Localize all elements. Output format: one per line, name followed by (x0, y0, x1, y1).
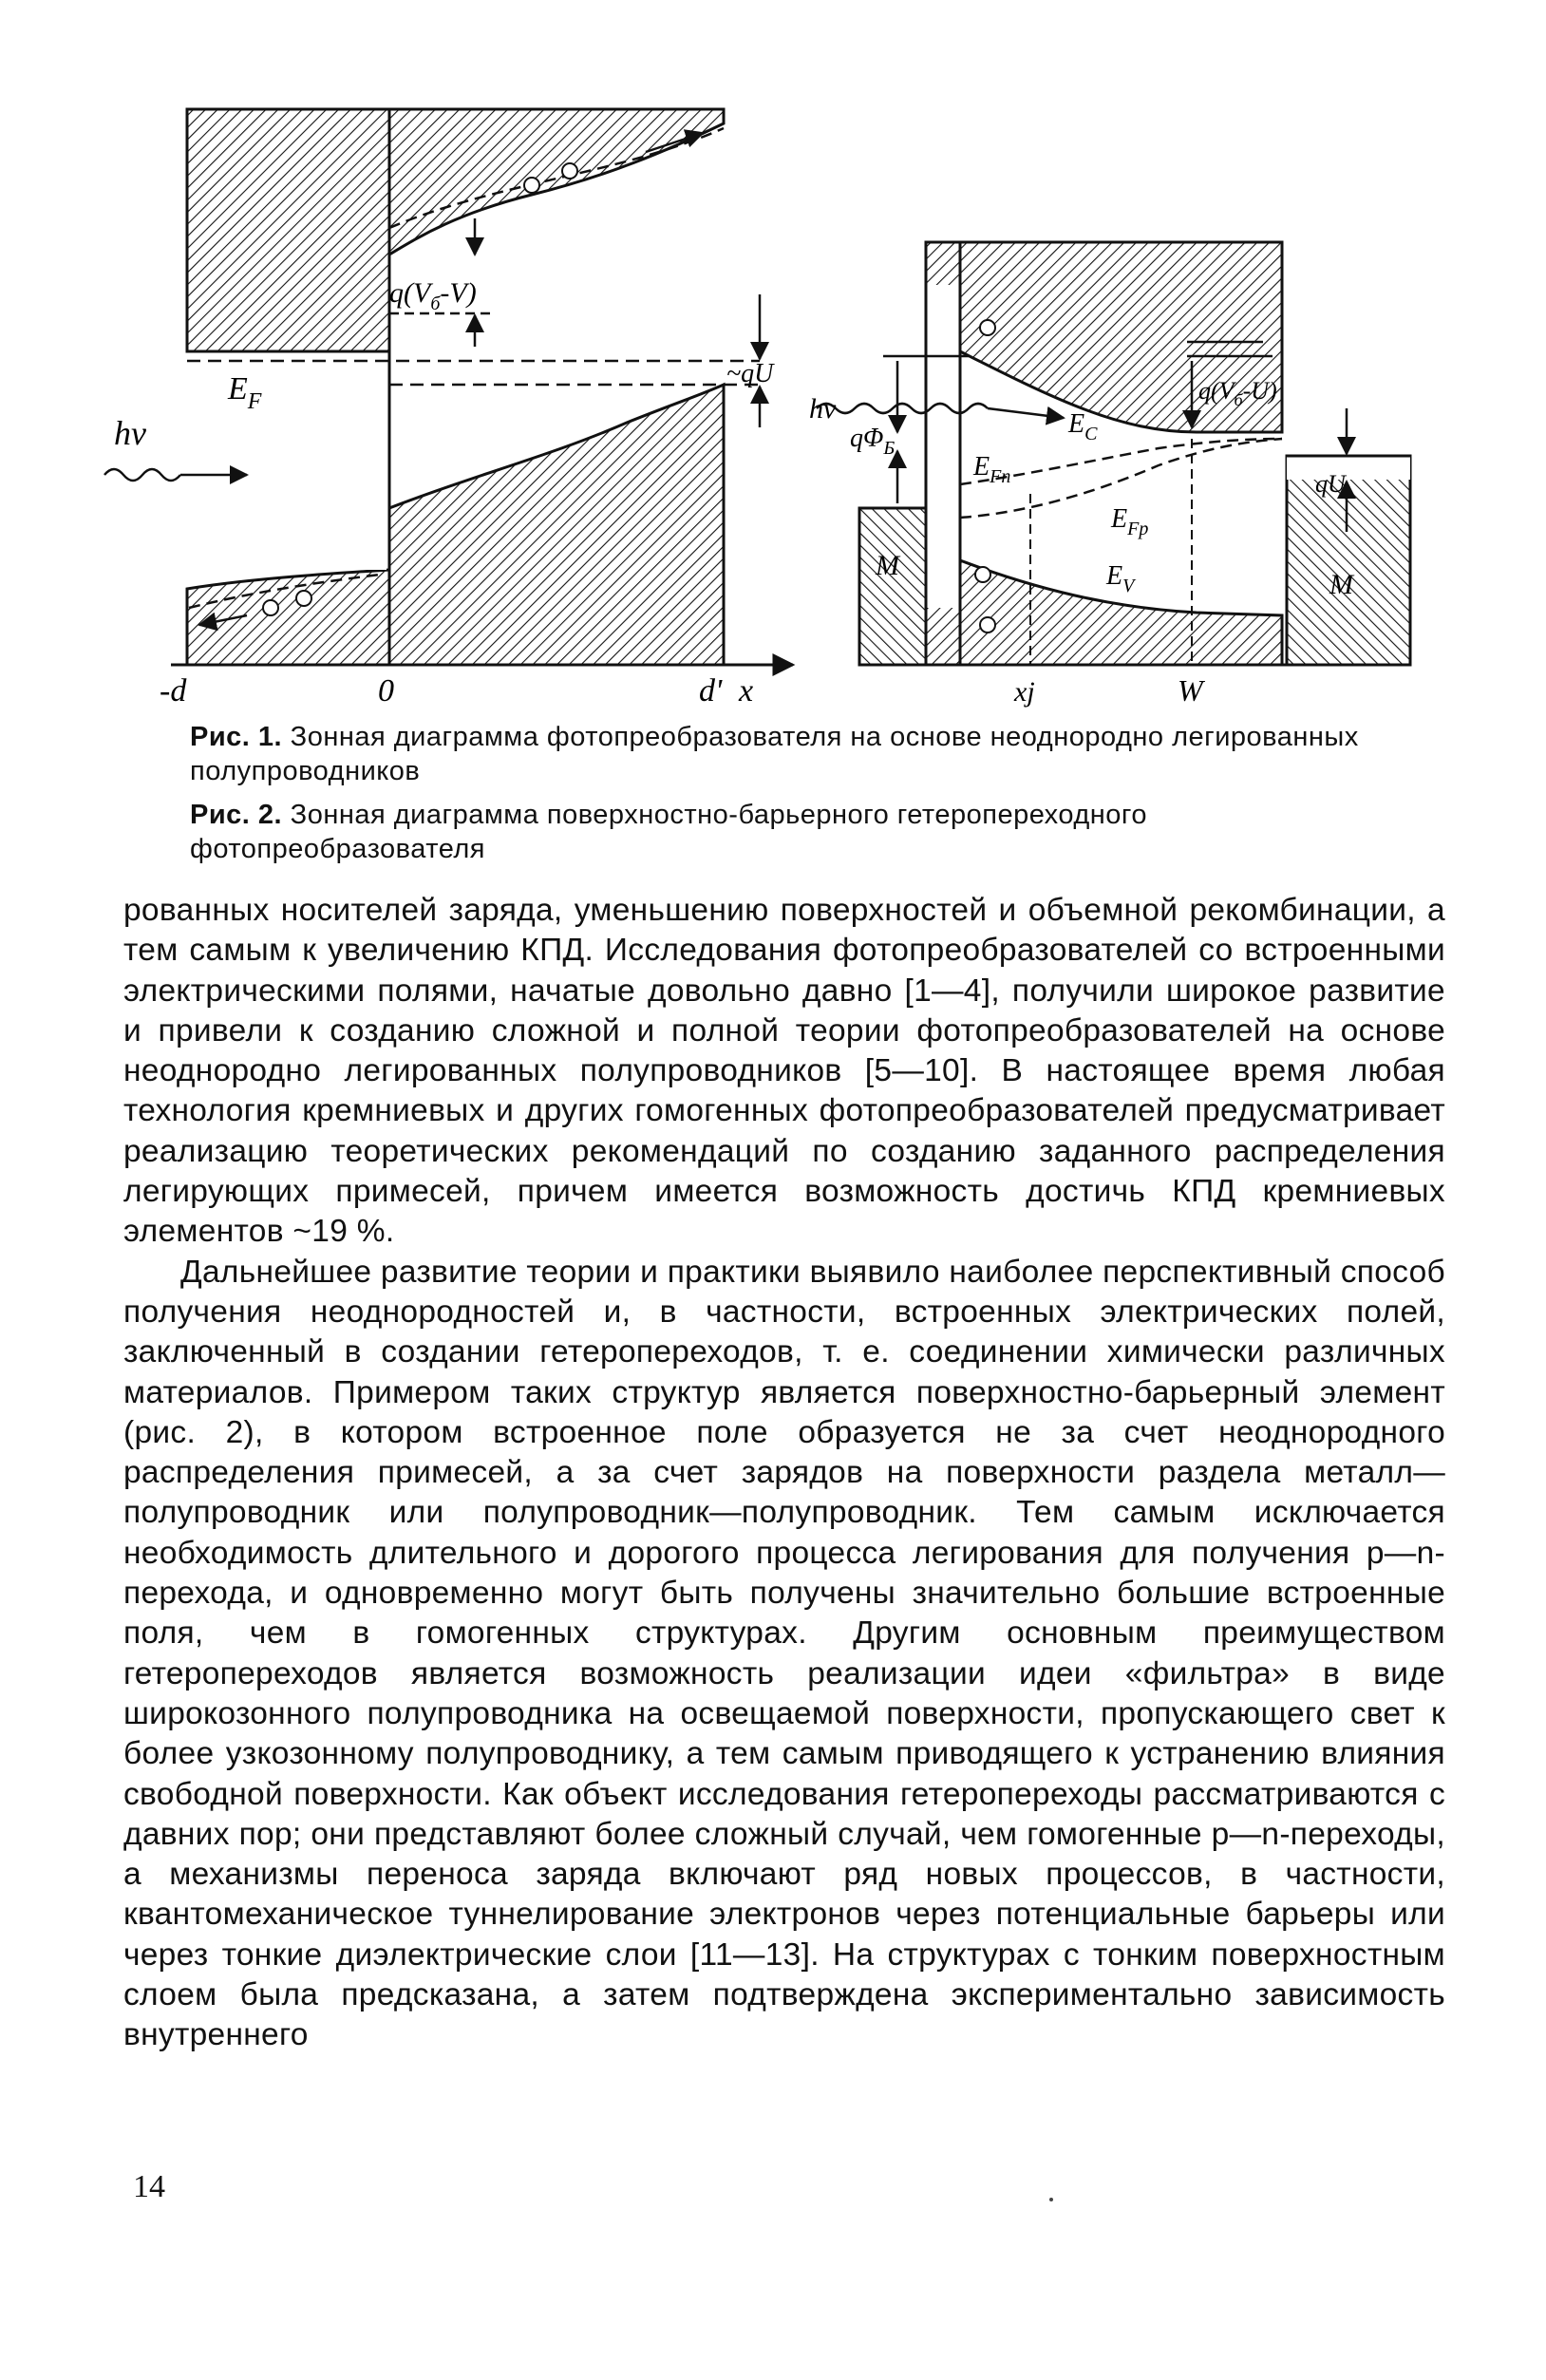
fig1-qvb-label: $q(V_б-V)$ (389, 277, 477, 314)
figure-2-caption-label: Рис. 2. (190, 800, 283, 830)
fig2-xj-label: xj (1014, 676, 1035, 708)
fig2-efp-label: $E_{Fp}$ (1111, 504, 1149, 539)
fig1-valence-band-left (187, 570, 389, 665)
figures-area (0, 0, 1546, 722)
body-text (123, 891, 1445, 2056)
fig2-qu-label: qU (1315, 470, 1346, 498)
figure-1-diagram (104, 109, 793, 708)
fig2-metal-right (1287, 456, 1410, 665)
figure-1-caption-label: Рис. 1. (190, 722, 283, 752)
fig1-hv-label: hν (114, 414, 146, 452)
fig1-axis-x: x (739, 673, 754, 708)
figure-2-diagram (809, 242, 1410, 708)
figure-1-caption (190, 720, 1415, 788)
fig2-w-label: W (1178, 673, 1203, 708)
scan-speck (1049, 2198, 1053, 2201)
fig2-qvbu-label: $q(V_б-U)$ (1198, 377, 1277, 409)
fig2-metal-left (859, 508, 926, 665)
fig1-conduction-band-left (187, 109, 389, 351)
figure-1-caption-text: Зонная диаграмма фотопреобразователя на основе неоднородно легированных полупроводников (190, 722, 1359, 786)
fig1-ef-label: $E_F$ (228, 371, 262, 414)
fig2-ec-label: $E_C$ (1068, 409, 1098, 444)
fig2-m-right-label: M (1329, 569, 1353, 600)
figure-2-caption-text: Зонная диаграмма поверхностно-барьерного гетеропереходного фотопреобразователя (190, 800, 1147, 864)
fig2-efn-label: $E_{Fn}$ (973, 452, 1011, 487)
fig2-qphi-label: $q\Phi_Б$ (850, 424, 896, 459)
fig2-ev-label: $E_V$ (1106, 561, 1135, 596)
page-number: 14 (133, 2169, 165, 2204)
figure-2-caption (190, 798, 1415, 866)
body-paragraph-2: Дальнейшее развитие теории и практики выявило наиболее перспективный способ получения неоднородностей и, в частности, встроенных электрических полей, заключенный в создании гетеропереходов, т. е. соединении химически различных материалов. Примером таких структур является поверхностно-барьерный элемент (рис. 2), в котором встроенное поле образуется не за счет неоднородного распределения примесей, а за счет зарядов на поверхности раздела металл—полупроводник или полупроводник—полупроводник. Тем самым исключается необходимость длительного и дорогого процесса легирования для получения p—n-перехода, и одновременно могут быть получены значительно большие встроенные поля, чем в гомогенных структурах. Другим основным преимуществом гетеропереходов является возможность реализации идеи «фильтра» в виде широкозонного полупроводника на освещаемой поверхности, пропускающего свет к более узкозонному полупроводнику, а тем самым приводящего к устранению влияния свободной поверхности. Как объект исследования гетеропереходы рассматриваются с давних пор; они представляют более сложный случай, чем гомогенные p—n-переходы, а механизмы переноса заряда включают ряд новых процессов, в частности, квантомеханическое туннелирование электронов через потенциальные барьеры или через тонкие диэлектрические слои [11—13]. На структурах с тонким поверхностным слоем была предсказана, а затем подтверждена экспериментально зависимость внутреннего (123, 1254, 1445, 2053)
fig1-axis-neg-d: -d (160, 673, 187, 708)
fig2-m-left-label: M (876, 550, 899, 581)
body-paragraph-1: рованных носителей заряда, уменьшению поверхностей и объемной рекомбинации, а тем самым к увеличению КПД. Исследования фотопреобразователей со встроенными электрическими полями, начатые довольно давно [1—4], получили широкое развитие и привели к созданию сложной и полной теории фотопреобразователей на основе неоднородно легированных полупроводников [5—10]. В настоящее время любая технология кремниевых и других гомогенных фотопреобразователей предусматривает реализацию теоретических рекомендаций по созданию заданного распределения легирующих примесей, причем имеется возможность достичь КПД кремниевых элементов ~19 %. (123, 893, 1445, 1250)
fig2-hv-label: hν (809, 393, 837, 425)
fig1-valence-band-right (389, 385, 724, 665)
fig1-conduction-band-right (389, 109, 724, 255)
fig1-axis-d-prime: d' (699, 673, 723, 708)
fig1-qu-label: ~qU (726, 359, 774, 388)
fig1-axis-zero: 0 (378, 673, 394, 708)
